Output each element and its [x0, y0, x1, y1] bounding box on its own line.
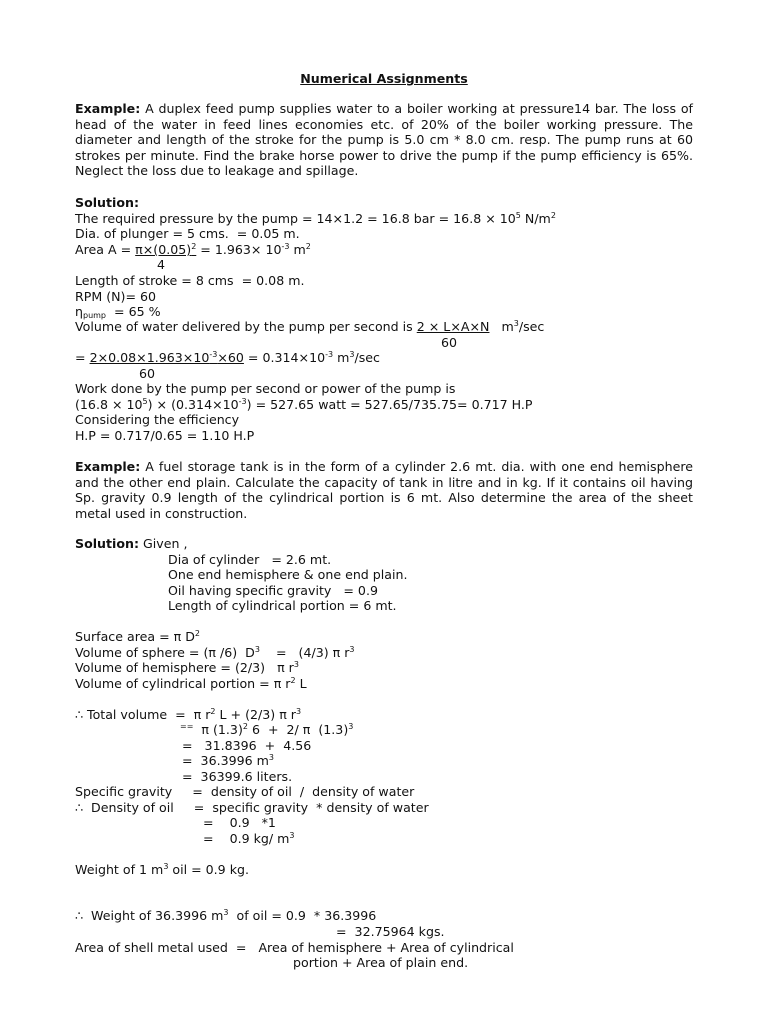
- solution-2-heading: Solution: Given ,: [75, 536, 188, 551]
- surface-area-line: Surface area = π $D^2$: [75, 629, 200, 644]
- solution-1-line-efficiency: $\eta_{pump} = 65$ %: [75, 304, 161, 320]
- volume-hemisphere-line: Volume of hemisphere = (2/3) π $r^3$: [75, 660, 299, 675]
- solution-1-value-denominator: 60: [139, 366, 156, 381]
- solution-1-line-volume-value: = $2\times 0.08\times 1.963\times 10^{-3}\times 60 = 0.314\times 10^{-3}$ $m^3/\sec$: [75, 350, 380, 365]
- given-specific-gravity: Oil having specific gravity = 0.9: [168, 583, 378, 598]
- example-2-label: Example:: [75, 459, 141, 474]
- density-result: = 0.9 kg/ $m^3$: [203, 831, 295, 846]
- example-2-paragraph: [75, 459, 693, 521]
- example-1-label: Example:: [75, 101, 141, 116]
- total-volume-substitution: == π $(1.3)^2$ 6 + 2/ π $(1.3)^3$: [180, 722, 354, 737]
- total-volume-line: ∴ Total volume = π $r^2$ L + (2/3) π $r^3$: [75, 707, 302, 722]
- weight-one-m3-line: Weight of 1 $m^3$ oil = 0.9 kg.: [75, 862, 249, 877]
- total-volume-m3: = 36.3996 $m^3$: [182, 753, 275, 768]
- example-1-text: A duplex feed pump supplies water to a boiler working at pressure14 bar. The loss of head of the water in feed lines economies etc. of 20% of the boiler working pressure. The diameter and length of the stroke for the pump is 5.0 cm * 8.0 cm. resp. The pump runs at 60 strokes per minute. Find the brake horse power to drive the pump if the pump efficiency is 65%. Neglect the loss due to leakage and spillage.: [75, 101, 693, 178]
- density-oil-line: ∴ Density of oil = specific gravity * density of water: [75, 800, 429, 815]
- solution-1-volume-denominator: 60: [441, 335, 458, 350]
- solution-1-line-work: Work done by the pump per second or power of the pump is: [75, 381, 456, 396]
- volume-sphere-line: Volume of sphere = (π /6) $D^3$ = (4/3) π $r^3$: [75, 645, 355, 660]
- solution-1-area-denominator: 4: [157, 257, 166, 272]
- solution-1-line-stroke: Length of stroke = 8 cms = 0.08 m.: [75, 273, 305, 288]
- example-2-text: A fuel storage tank is in the form of a cylinder 2.6 mt. dia. with one end hemisphere and the other end plain. Calculate the capacity of tank in litre and in kg. If it contains oil having Sp. gravity 0.9 length of the cylindrical portion is 6 mt. Also determine the area of the sheet metal used in construction.: [75, 459, 693, 521]
- given-dia: Dia of cylinder = 2.6 mt.: [168, 552, 332, 567]
- weight-total-line: ∴ Weight of 36.3996 $m^3$ of oil = 0.9 * 36.3996: [75, 908, 377, 923]
- given-ends: One end hemisphere & one end plain.: [168, 567, 408, 582]
- example-1-paragraph: [75, 101, 693, 179]
- solution-1-line-dia: Dia. of plunger = 5 cms. = 0.05 m.: [75, 226, 300, 241]
- total-volume-liters: = 36399.6 liters.: [182, 769, 293, 784]
- total-volume-sum: = 31.8396 + 4.56: [182, 738, 312, 753]
- specific-gravity-line: Specific gravity = density of oil / density of water: [75, 784, 415, 799]
- solution-1-line-considering: Considering the efficiency: [75, 412, 240, 427]
- density-substitution: = 0.9 *1: [203, 815, 276, 830]
- solution-1-line-rpm: RPM (N)= 60: [75, 289, 157, 304]
- solution-1-line-pressure: The required pressure by the pump = 14×1.2 = 16.8 bar = $16.8 \times 10^5$ $N/m^2$: [75, 211, 556, 226]
- solution-1-line-hp: H.P = 0.717/0.65 = 1.10 H.P: [75, 428, 255, 443]
- area-shell-line-1: Area of shell metal used = Area of hemisphere + Area of cylindrical: [75, 940, 514, 955]
- weight-total-result: = 32.75964 kgs.: [336, 924, 445, 939]
- solution-1-line-power: $(16.8 \times 10^5) \times (0.314\times 10^{-3}) = 527.65$ watt = 527.65/735.75= 0.717 H.P: [75, 397, 533, 412]
- page-title: Numerical Assignments: [300, 71, 468, 86]
- solution-1-line-volume-formula: Volume of water delivered by the pump per second is 2 × L×A×N $m^3/\sec$: [75, 319, 545, 334]
- solution-1-label: Solution:: [75, 195, 139, 210]
- volume-cylinder-line: Volume of cylindrical portion = π $r^2$ L: [75, 676, 307, 691]
- area-shell-line-2: portion + Area of plain end.: [293, 955, 469, 970]
- given-length: Length of cylindrical portion = 6 mt.: [168, 598, 397, 613]
- solution-1-line-area: Area $A = \pi\times(0.05)^2 = 1.963\times 10^{-3}$ $m^2$: [75, 242, 311, 257]
